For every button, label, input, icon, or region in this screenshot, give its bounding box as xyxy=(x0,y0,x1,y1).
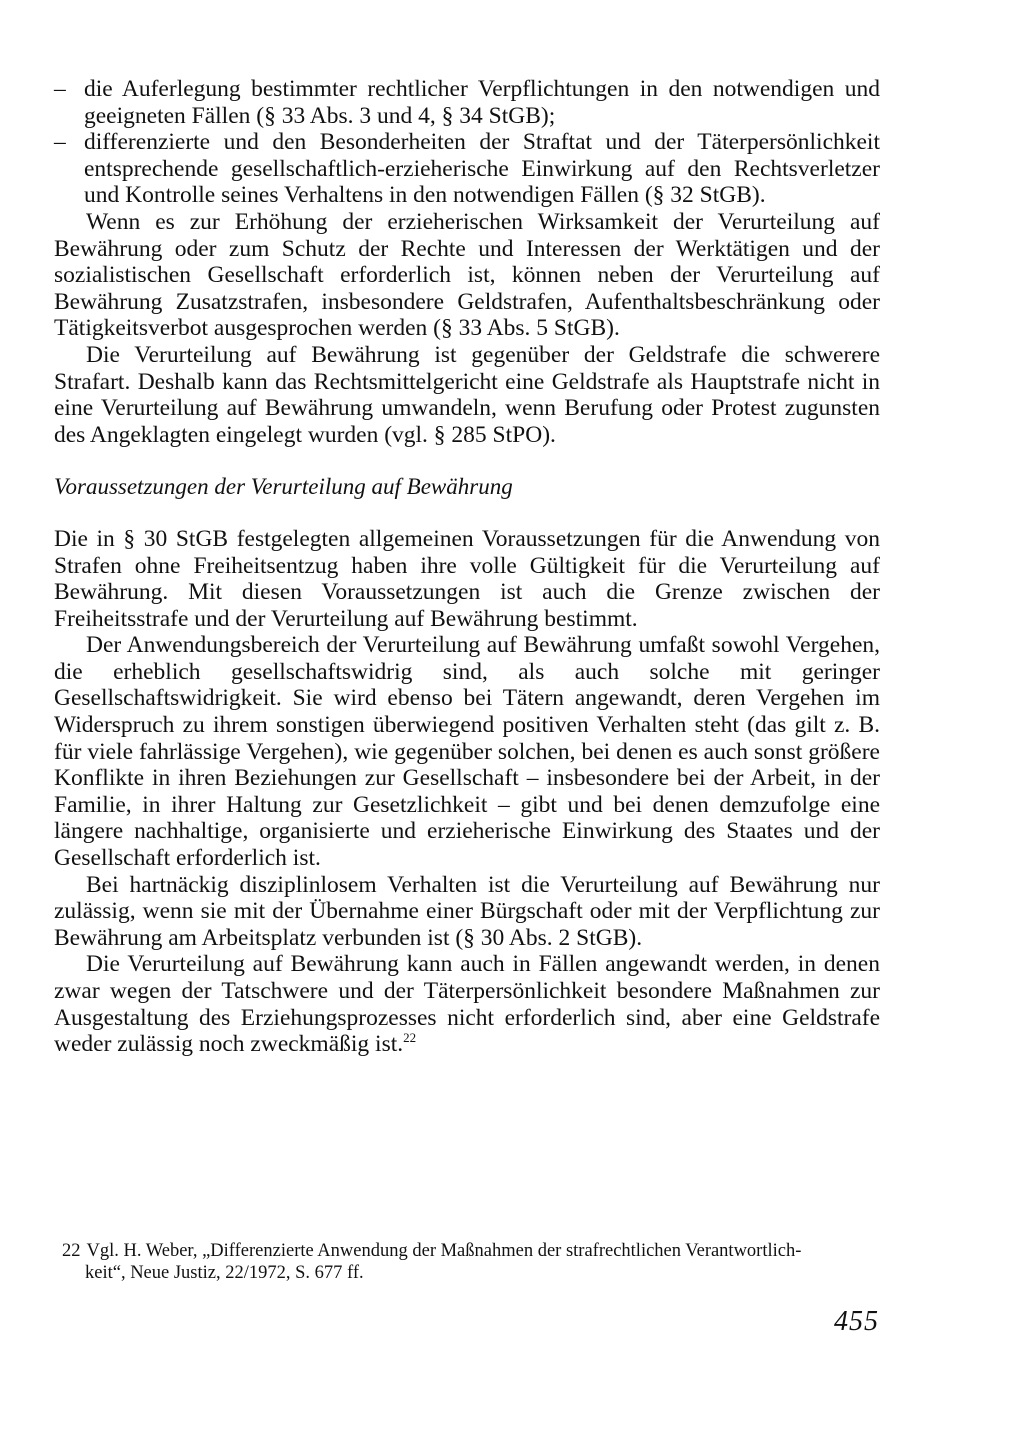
footnote xyxy=(62,1240,884,1284)
section-heading: Voraussetzungen der Verurteilung auf Bewährung xyxy=(54,474,513,500)
list-item xyxy=(54,129,880,209)
paragraph-text: Die Verurteilung auf Bewährung kann auch in Fällen angewandt werden, in denen zwar wegen der Tatschwere und der Täterpersönlichkeit besondere Maßnahmen zur Ausgestaltung des Erziehungsprozesses nicht erforderlich sind, aber eine Geldstrafe weder zulässig noch zweckmäßig ist. xyxy=(54,951,880,1058)
footnote-text: Vgl. H. Weber, „Differenzierte Anwendung der Maßnahmen der strafrechtlichen Verantwortlich- xyxy=(86,1241,802,1261)
list-dash: – xyxy=(54,76,66,102)
footnote-line: keit“, Neue Justiz, 22/1972, S. 677 ff. xyxy=(85,1263,364,1283)
paragraph-with-footnote xyxy=(54,951,880,1057)
list-item-text: die Auferlegung bestimmter rechtlicher Verpflichtungen in den notwendigen und geeigneten Fällen (§ 33 Abs. 3 und 4, § 34 StGB); xyxy=(84,76,880,129)
paragraph: Die in § 30 StGB festgelegten allgemeinen Voraussetzungen für die Anwendung von Strafen ohne Freiheitsentzug haben ihre volle Gültigkeit für die Verurteilung auf Bewährung. Mit diesen Voraussetzungen ist auch die Grenze zwischen der Freiheitsstrafe und der Verurteilung auf Bewährung bestimmt. xyxy=(54,525,880,632)
list-item xyxy=(54,76,880,129)
page-number: 455 xyxy=(834,1306,879,1337)
footnote-number: 22 xyxy=(62,1241,81,1261)
paragraph: Bei hartnäckig disziplinlosem Verhalten ist die Verurteilung auf Bewährung nur zulässig, wenn sie mit der Übernahme einer Bürgschaft oder mit der Verpflichtung zur Bewährung am Arbeitsplatz verbunden ist (§ 30 Abs. 2 StGB). xyxy=(54,871,880,951)
list-item-text: differenzierte und den Besonderheiten der Straftat und der Täterpersönlichkeit entsprechende gesellschaftlich-erzieherische Einwirkung auf den Rechtsverletzer und Kontrolle seines Verhaltens in den notwendigen Fällen (§ 32 StGB). xyxy=(84,129,880,209)
page-body xyxy=(54,76,880,1058)
paragraph: Wenn es zur Erhöhung der erzieherischen Wirksamkeit der Verurteilung auf Bewährung oder zum Schutz der Rechte und Interessen der Werktätigen und der sozialistischen Gesellschaft erforderlich ist, können neben der Verurteilung auf Bewährung Zusatzstrafen, insbesondere Geldstrafen, Aufenthaltsbeschränkung oder Tätigkeitsverbot ausgesprochen werden (§ 33 Abs. 5 StGB). xyxy=(54,208,880,342)
list-dash: – xyxy=(54,129,66,156)
paragraph: Der Anwendungsbereich der Verurteilung auf Bewährung umfaßt sowohl Vergehen, die erheblich gesellschaftswidrig sind, als auch solche mit geringer Gesellschaftswidrigkeit. Sie wird ebenso bei Tätern angewandt, deren Vergehen im Widerspruch zu ihrem sonstigen überwiegend positiven Verhalten steht (das gilt z. B. für viele fahrlässige Vergehen), wie gegenüber solchen, bei denen es auch sonst größere Konflikte in ihren Beziehungen zur Gesellschaft – insbesondere bei der Arbeit, in der Familie, in ihrer Haltung zur Gesetzlichkeit – gibt und bei denen demzufolge eine längere nachhaltige, organisierte und erzieherische Einwirkung des Staates und der Gesellschaft erforderlich ist. xyxy=(54,632,880,872)
paragraph: Die Verurteilung auf Bewährung ist gegenüber der Geldstrafe die schwerere Strafart. Deshalb kann das Rechtsmittelgericht eine Geldstrafe als Hauptstrafe nicht in eine Verurteilung auf Bewährung umwandeln, wenn Berufung oder Protest zugunsten des Angeklagten eingelegt wurden (vgl. § 285 StPO). xyxy=(54,341,880,448)
footnote-reference[interactable]: 22 xyxy=(403,1030,417,1046)
footnote-line xyxy=(62,1240,884,1262)
